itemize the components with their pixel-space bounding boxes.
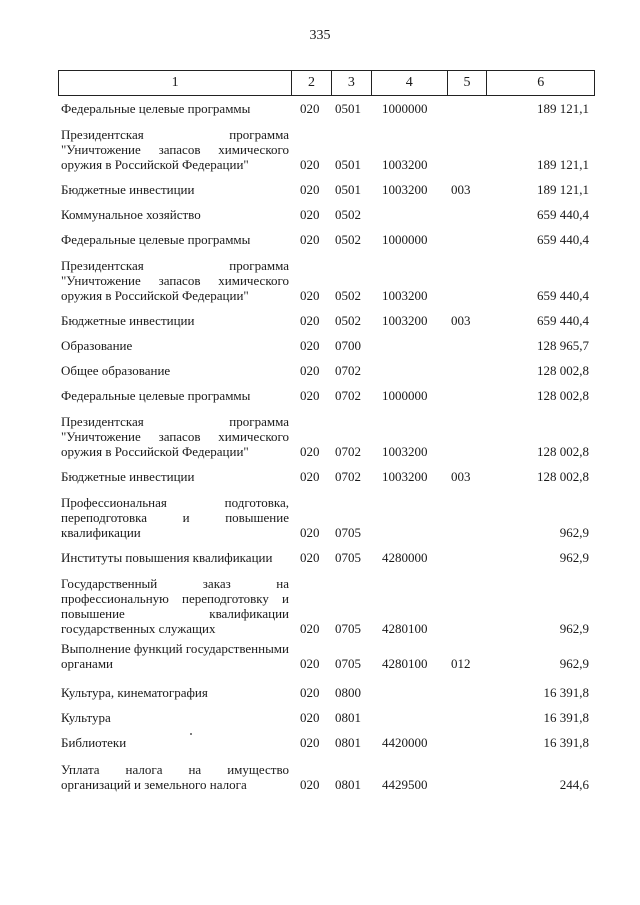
row-target-article: 1003200: [382, 157, 428, 172]
row-amount: 128 002,8: [537, 469, 589, 484]
header-col-6: 6: [537, 75, 545, 90]
row-ministry: 020: [300, 685, 320, 700]
row-name: Культура: [61, 710, 111, 725]
row-amount: 962,9: [559, 656, 589, 671]
row-expense-type: 003: [451, 313, 471, 328]
row-name: Выполнение функций государственными органами: [61, 641, 289, 671]
row-amount: 244,6: [559, 777, 589, 792]
row-amount: 16 391,8: [543, 710, 589, 725]
row-amount: 189 121,1: [537, 157, 589, 172]
row-name: Президентская программа "Уничтожение запасов химического оружия в Российской Федерации": [61, 258, 289, 303]
header-col-4: 4: [372, 71, 448, 95]
row-target-article: 1003200: [382, 469, 428, 484]
row-ministry: 020: [300, 621, 320, 636]
row-amount: 659 440,4: [537, 288, 589, 303]
row-amount: 16 391,8: [543, 685, 589, 700]
row-target-article: 1000000: [382, 232, 428, 247]
row-amount: 128 965,7: [537, 338, 589, 353]
row-target-article: 4280000: [382, 550, 428, 565]
row-name: Президентская программа "Уничтожение запасов химического оружия в Российской Федерации": [61, 127, 289, 172]
row-section: 0801: [335, 710, 361, 725]
row-name: Бюджетные инвестиции: [61, 469, 195, 484]
scan-speck: [190, 733, 192, 735]
row-section: 0501: [335, 101, 361, 116]
row-amount: 659 440,4: [537, 207, 589, 222]
row-ministry: 020: [300, 207, 320, 222]
row-ministry: 020: [300, 525, 320, 540]
row-target-article: 1000000: [382, 101, 428, 116]
row-section: 0801: [335, 735, 361, 750]
row-section: 0801: [335, 777, 361, 792]
row-amount: 659 440,4: [537, 313, 589, 328]
row-ministry: 020: [300, 388, 320, 403]
row-target-article: 1003200: [382, 444, 428, 459]
row-name: Федеральные целевые программы: [61, 388, 251, 403]
row-ministry: 020: [300, 182, 320, 197]
row-amount: 962,9: [559, 621, 589, 636]
row-target-article: 4280100: [382, 621, 428, 636]
row-name: Президентская программа "Уничтожение запасов химического оружия в Российской Федерации": [61, 414, 289, 459]
row-name: Институты повышения квалификации: [61, 550, 273, 565]
row-target-article: 4429500: [382, 777, 428, 792]
row-ministry: 020: [300, 777, 320, 792]
row-name: Бюджетные инвестиции: [61, 182, 195, 197]
row-amount: 962,9: [559, 525, 589, 540]
header-col-5: 5: [448, 71, 488, 95]
page-number: 335: [309, 28, 331, 43]
row-ministry: 020: [300, 550, 320, 565]
row-amount: 659 440,4: [537, 232, 589, 247]
row-name: Федеральные целевые программы: [61, 101, 251, 116]
row-section: 0502: [335, 207, 361, 222]
header-col-2: 2: [292, 71, 332, 95]
row-target-article: 1003200: [382, 313, 428, 328]
row-section: 0705: [335, 525, 361, 540]
table-row: [58, 0, 595, 792]
row-expense-type: 003: [451, 182, 471, 197]
row-amount: 128 002,8: [537, 363, 589, 378]
row-ministry: 020: [300, 735, 320, 750]
row-ministry: 020: [300, 232, 320, 247]
row-target-article: 4420000: [382, 735, 428, 750]
row-ministry: 020: [300, 157, 320, 172]
row-section: 0501: [335, 182, 361, 197]
row-ministry: 020: [300, 313, 320, 328]
row-name: Уплата налога на имущество организаций и земельного налога: [61, 762, 289, 792]
row-section: 0502: [335, 288, 361, 303]
row-name: Коммунальное хозяйство: [61, 207, 201, 222]
row-ministry: 020: [300, 710, 320, 725]
row-expense-type: 003: [451, 469, 471, 484]
row-amount: 189 121,1: [537, 101, 589, 116]
row-ministry: 020: [300, 469, 320, 484]
header-col-3: 3: [332, 71, 372, 95]
row-target-article: 1003200: [382, 288, 428, 303]
row-amount: 16 391,8: [543, 735, 589, 750]
row-section: 0705: [335, 550, 361, 565]
row-target-article: 1003200: [382, 182, 428, 197]
row-amount: 128 002,8: [537, 388, 589, 403]
row-ministry: 020: [300, 338, 320, 353]
row-ministry: 020: [300, 101, 320, 116]
row-section: 0501: [335, 157, 361, 172]
row-name: Библиотеки: [61, 735, 127, 750]
row-ministry: 020: [300, 288, 320, 303]
row-name: Профессиональная подготовка, переподготовка и повышение квалификации: [61, 495, 289, 540]
row-name: Общее образование: [61, 363, 171, 378]
row-name: Бюджетные инвестиции: [61, 313, 195, 328]
row-section: 0705: [335, 621, 361, 636]
row-name: Федеральные целевые программы: [61, 232, 251, 247]
row-section: 0502: [335, 232, 361, 247]
row-section: 0702: [335, 388, 361, 403]
row-name: Культура, кинематография: [61, 685, 208, 700]
row-ministry: 020: [300, 656, 320, 671]
row-name: Образование: [61, 338, 133, 353]
header-col-1: 1: [59, 71, 292, 95]
row-name: Государственный заказ на профессиональную переподготовку и повышение квалификации государственных служащих: [61, 576, 289, 636]
row-section: 0705: [335, 656, 361, 671]
row-section: 0702: [335, 363, 361, 378]
row-expense-type: 012: [451, 656, 471, 671]
row-target-article: 1000000: [382, 388, 428, 403]
row-amount: 962,9: [559, 550, 589, 565]
row-ministry: 020: [300, 444, 320, 459]
row-amount: 189 121,1: [537, 182, 589, 197]
row-section: 0700: [335, 338, 361, 353]
row-target-article: 4280100: [382, 656, 428, 671]
row-ministry: 020: [300, 363, 320, 378]
row-section: 0502: [335, 313, 361, 328]
row-section: 0800: [335, 685, 361, 700]
row-section: 0702: [335, 469, 361, 484]
row-section: 0702: [335, 444, 361, 459]
row-amount: 128 002,8: [537, 444, 589, 459]
